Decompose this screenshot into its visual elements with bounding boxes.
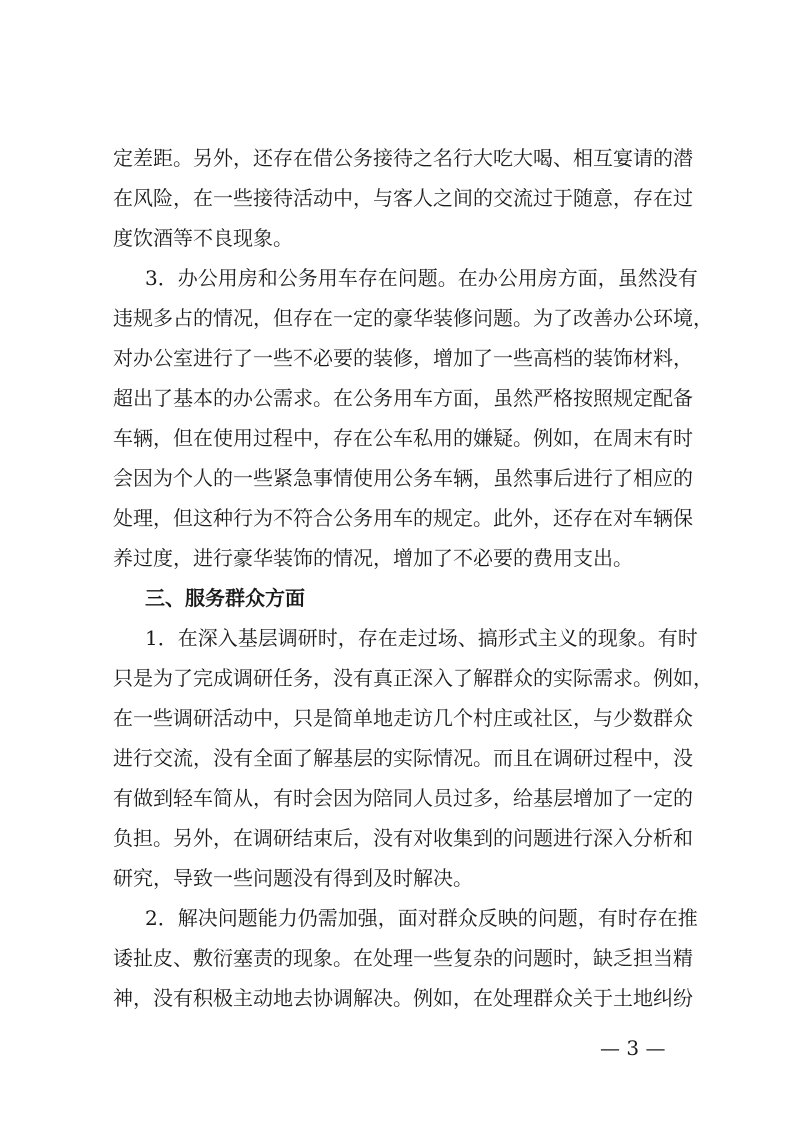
text-line: 度饮酒等不良现象。: [113, 226, 293, 250]
text-line: 对办公室进行了一些不必要的装修，增加了一些高档的装饰材料，: [113, 346, 693, 370]
text-line: 违规多占的情况，但存在一定的豪华装修问题。为了改善办公环境，: [113, 306, 713, 330]
text-line: 诿扯皮、敷衍塞责的现象。在处理一些复杂的问题时，缺乏担当精: [113, 946, 693, 970]
text-line: 进行交流，没有全面了解基层的实际情况。而且在调研过程中，没: [113, 746, 693, 770]
section-heading: 三、服务群众方面: [145, 586, 305, 610]
text-line: 超出了基本的办公需求。在公务用车方面，虽然严格按照规定配备: [113, 386, 693, 410]
text-line: 神，没有积极主动地去协调解决。例如，在处理群众关于土地纠纷: [113, 986, 693, 1010]
text-line: 2．解决问题能力仍需加强，面对群众反映的问题，有时存在推: [145, 906, 698, 930]
text-line: 会因为个人的一些紧急事情使用公务车辆，虽然事后进行了相应的: [113, 466, 693, 490]
text-line: 有做到轻车简从，有时会因为陪同人员过多，给基层增加了一定的: [113, 786, 693, 810]
text-line: 研究，导致一些问题没有得到及时解决。: [113, 866, 473, 890]
text-line: 处理，但这种行为不符合公务用车的规定。此外，还存在对车辆保: [113, 506, 693, 530]
text-line: 3．办公用房和公务用车存在问题。在办公用房方面，虽然没有: [145, 266, 698, 290]
text-line: 负担。另外，在调研结束后，没有对收集到的问题进行深入分析和: [113, 826, 693, 850]
text-line: 在一些调研活动中，只是简单地走访几个村庄或社区，与少数群众: [113, 706, 693, 730]
page-number: — 3 —: [600, 1036, 666, 1060]
text-line: 在风险，在一些接待活动中，与客人之间的交流过于随意，存在过: [113, 186, 693, 210]
text-line: 车辆，但在使用过程中，存在公车私用的嫌疑。例如，在周末有时: [113, 426, 693, 450]
text-line: 1．在深入基层调研时，存在走过场、搞形式主义的现象。有时: [145, 626, 698, 650]
text-line: 只是为了完成调研任务，没有真正深入了解群众的实际需求。例如，: [113, 666, 713, 690]
text-line: 养过度，进行豪华装饰的情况，增加了不必要的费用支出。: [113, 546, 633, 570]
text-line: 定差距。另外，还存在借公务接待之名行大吃大喝、相互宴请的潜: [113, 146, 693, 170]
